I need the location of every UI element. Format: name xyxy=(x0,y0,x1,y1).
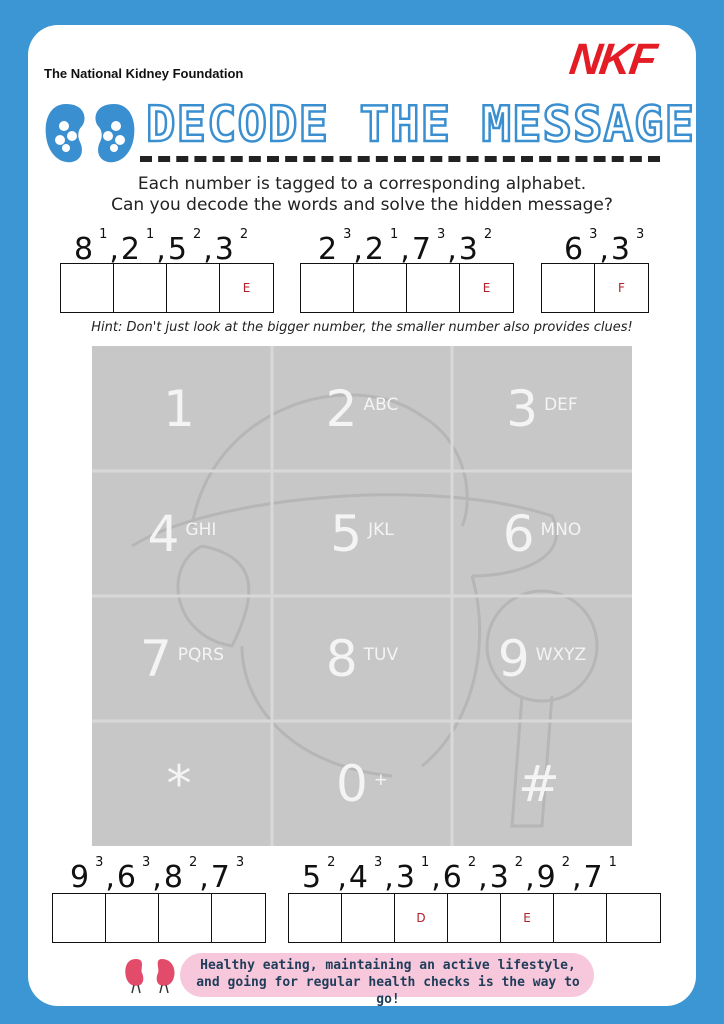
keypad-key-number: 5 xyxy=(330,504,363,563)
word-4-code xyxy=(70,855,245,895)
code-digit: 5 xyxy=(302,860,322,895)
code-position: 3 xyxy=(436,227,446,242)
keypad-key-number: 0 xyxy=(335,754,368,813)
code-digit: 3 xyxy=(610,232,631,267)
code-position: 3 xyxy=(142,855,151,870)
kidney-mascots-icon xyxy=(122,955,182,995)
code-separator: , xyxy=(431,860,441,895)
code-separator: , xyxy=(337,860,347,895)
code-digit: 7 xyxy=(583,860,603,895)
keypad-key-number: 3 xyxy=(506,379,539,438)
code-digit: 6 xyxy=(442,860,462,895)
code-digit: 4 xyxy=(348,860,369,895)
word-1-boxes xyxy=(60,263,274,313)
answer-box[interactable] xyxy=(61,264,114,312)
answer-box[interactable]: E xyxy=(501,894,554,942)
answer-box[interactable] xyxy=(106,894,159,942)
keypad-key-number: # xyxy=(518,754,560,813)
keypad-key xyxy=(452,596,632,721)
code-position: 2 xyxy=(514,855,524,870)
keypad-key xyxy=(272,471,452,596)
answer-box[interactable] xyxy=(301,264,354,312)
word-2-boxes xyxy=(300,263,514,313)
code-separator: , xyxy=(384,860,394,895)
code-separator: , xyxy=(400,232,410,267)
keypad-key-letters: MNO xyxy=(540,519,582,540)
keypad-key-letters: PQRS xyxy=(177,644,225,665)
keypad-key-letters: + xyxy=(373,769,389,790)
keypad-key-number: 8 xyxy=(325,629,358,688)
code-position: 2 xyxy=(188,855,198,870)
word-3-code xyxy=(564,227,645,267)
code-separator: , xyxy=(109,232,119,267)
answer-box[interactable]: F xyxy=(618,281,625,295)
code-digit: 3 xyxy=(214,232,234,267)
code-digit: 9 xyxy=(536,860,556,895)
hint-text: Hint: Don't just look at the bigger number, the smaller number also provides clues! xyxy=(91,320,633,335)
code-digit: 2 xyxy=(120,232,141,267)
code-digit: 9 xyxy=(70,860,90,895)
answer-box[interactable] xyxy=(289,894,342,942)
code-separator: , xyxy=(105,860,115,895)
keypad-key xyxy=(452,471,632,596)
code-position: 2 xyxy=(327,855,336,870)
code-position: 2 xyxy=(561,855,570,870)
code-digit: 7 xyxy=(210,860,230,895)
footer-line-2: and going for regular health checks is the way to go! xyxy=(196,975,580,1007)
code-position: 2 xyxy=(467,855,477,870)
keypad-key-letters: WXYZ xyxy=(535,644,587,665)
code-position: 1 xyxy=(420,855,430,870)
keypad-key xyxy=(272,721,452,846)
answer-box[interactable]: E xyxy=(242,281,251,295)
answer-box[interactable] xyxy=(167,264,220,312)
code-separator: , xyxy=(447,232,457,267)
code-digit: 6 xyxy=(116,860,137,895)
keypad-key-number: 2 xyxy=(325,379,358,438)
intro-line-1: Each number is tagged to a corresponding alphabet. xyxy=(137,174,587,194)
code-position: 1 xyxy=(608,855,617,870)
keypad-key xyxy=(452,346,632,471)
word-4-boxes xyxy=(52,893,266,943)
code-digit: 6 xyxy=(564,232,584,267)
code-digit: 2 xyxy=(318,232,338,267)
word-5-code xyxy=(302,855,617,895)
code-position: 1 xyxy=(146,227,155,242)
keypad-key xyxy=(92,721,272,846)
answer-box[interactable] xyxy=(448,894,501,942)
code-position: 2 xyxy=(192,227,202,242)
keypad-key xyxy=(92,471,272,596)
code-digit: 3 xyxy=(395,860,415,895)
intro-line-2: Can you decode the words and solve the hidden message? xyxy=(111,195,613,215)
keypad-key-number: 7 xyxy=(139,629,172,688)
keypad-key xyxy=(272,596,452,721)
code-digit: 8 xyxy=(163,860,183,895)
code-position: 3 xyxy=(636,227,645,242)
code-separator: , xyxy=(525,860,535,895)
code-digit: 8 xyxy=(74,232,94,267)
keypad-key-number: 9 xyxy=(497,629,530,688)
phone-keypad xyxy=(92,346,632,846)
code-position: 1 xyxy=(390,227,399,242)
code-position: 3 xyxy=(343,227,352,242)
word-3-boxes xyxy=(541,263,649,313)
answer-box[interactable] xyxy=(542,264,595,312)
answer-box[interactable] xyxy=(159,894,212,942)
code-position: 1 xyxy=(99,227,108,242)
code-position: 2 xyxy=(483,227,493,242)
keypad-key-number: 4 xyxy=(147,504,180,563)
code-digit: 3 xyxy=(458,232,478,267)
answer-box[interactable]: E xyxy=(482,281,491,295)
keypad-key-letters: DEF xyxy=(544,394,578,415)
title-underline xyxy=(140,156,660,162)
answer-box[interactable] xyxy=(354,264,407,312)
code-position: 3 xyxy=(589,227,598,242)
code-position: 3 xyxy=(95,855,104,870)
word-1-code xyxy=(74,227,249,267)
code-separator: , xyxy=(571,860,582,895)
answer-box[interactable]: D xyxy=(395,894,448,942)
page-title: DECODE THE MESSAGE xyxy=(146,96,696,153)
keypad-key xyxy=(272,346,452,471)
nkf-logo xyxy=(566,35,680,84)
keypad-key xyxy=(452,721,632,846)
code-position: 2 xyxy=(239,227,249,242)
code-separator: , xyxy=(353,232,363,267)
keypad-key-number: * xyxy=(166,754,192,813)
keypad-key-letters: GHI xyxy=(185,519,217,540)
keypad-key-letters: TUV xyxy=(363,644,399,665)
code-position: 3 xyxy=(235,855,245,870)
keypad-key-letters: ABC xyxy=(363,394,399,415)
code-digit: 5 xyxy=(167,232,187,267)
code-separator: , xyxy=(203,232,213,267)
answer-box[interactable] xyxy=(554,894,607,942)
keypad-key-number: 6 xyxy=(502,504,535,563)
code-position: 3 xyxy=(374,855,383,870)
code-digit: 7 xyxy=(411,232,431,267)
code-digit: 3 xyxy=(489,860,509,895)
organization-name: The National Kidney Foundation xyxy=(44,66,244,81)
word-2-code xyxy=(318,227,493,267)
answer-box[interactable] xyxy=(114,264,167,312)
kidneys-icon xyxy=(44,100,136,166)
answer-box[interactable] xyxy=(342,894,395,942)
answer-box[interactable] xyxy=(607,894,660,942)
answer-box[interactable] xyxy=(53,894,106,942)
keypad-key xyxy=(92,346,272,471)
answer-box[interactable] xyxy=(212,894,265,942)
code-separator: , xyxy=(156,232,166,267)
nkf-logo-text: NKF xyxy=(566,35,658,84)
keypad-key-number: 1 xyxy=(163,379,195,438)
answer-box[interactable] xyxy=(407,264,460,312)
keypad-key xyxy=(92,596,272,721)
code-digit: 2 xyxy=(364,232,385,267)
word-5-boxes xyxy=(288,893,661,943)
code-separator: , xyxy=(599,232,609,267)
footer-line-1: Healthy eating, maintaining an active lifestyle, xyxy=(200,958,576,973)
code-separator: , xyxy=(199,860,209,895)
footer-message xyxy=(188,957,588,1008)
code-separator: , xyxy=(478,860,488,895)
code-separator: , xyxy=(152,860,162,895)
keypad-key-letters: JKL xyxy=(368,519,394,540)
